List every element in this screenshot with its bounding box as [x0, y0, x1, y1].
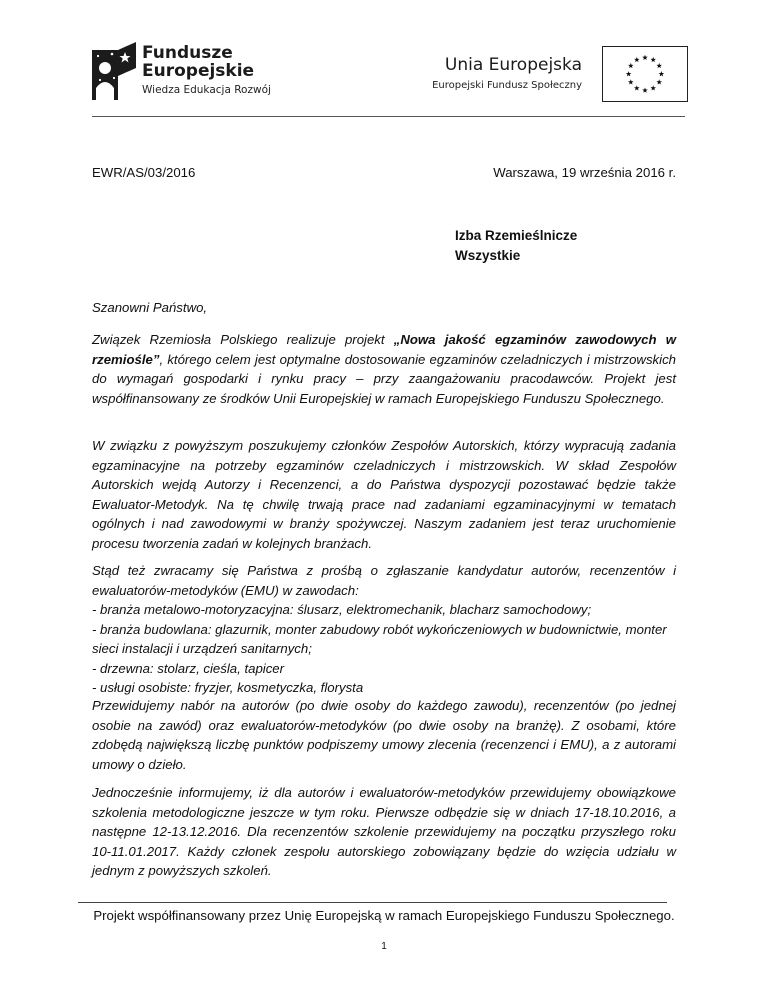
letter-date: Warszawa, 19 września 2016 r. [493, 165, 676, 180]
footer-divider [78, 902, 667, 903]
paragraph-project [92, 330, 676, 408]
header-divider [92, 116, 685, 117]
project-title: „Nowa jakość egzaminów zawodowych w rzemiośle” [92, 332, 676, 367]
fe-logo-line1: Fundusze [142, 43, 233, 63]
list-item: - branża metalowo-motoryzacyjna: ślusarz, elektromechanik, blacharz samochodowy; [92, 602, 592, 617]
fundusze-europejskie-logo [92, 42, 292, 102]
salutation: Szanowni Państwo, [92, 300, 208, 315]
fe-emblem-icon [92, 42, 136, 100]
list-item: - drzewna: stolarz, cieśla, tapicer [92, 660, 285, 676]
fe-logo-tagline: Wiedza Edukacja Rozwój [142, 84, 271, 96]
ue-logo-line1: Unia Europejska [444, 55, 582, 75]
paragraph-trainings: Jednocześnie informujemy, iż dla autorów i ewaluatorów-metodyków przewidujemy obowiązkowe szkolenia metodologiczne jeszcze w tym roku. Pierwsze odbędzie się w dniach 17-18.10.2016, a następne 12-13.12.2016. Dla recenzentów szkolenie przewidujemy na początku przyszłego roku 10-11.01.2017. Każdy członek zespołu autorskiego zobowiązany będzie do wzięcia udziału w jednym z powyższych szkoleń. [92, 785, 676, 878]
list-item: - branża budowlana: glazurnik, monter zabudowy robót wykończeniowych w budownictwie, monter sieci instalacji i urządzeń sanitarnych; [92, 621, 667, 656]
paragraph-teams: W związku z powyższym poszukujemy członków Zespołów Autorskich, którzy wypracują zadania egzaminacyjne na potrzeby egzaminów czeladniczych i mistrzowskich. W skład Zespołów Autorskich wejdą Autorzy i Recenzenci, a do Państwa dyspozycji pozostawać będzie także Ewaluator-Metodyk. Na tę chwilę trwają prace nad zadaniami egzaminacyjnymi w tematach ogólnych i nad zawodowymi w branży spożywczej. Naszym zadaniem jest teraz uruchomienie procesu tworzenia zadań w kolejnych branżach. [92, 438, 676, 551]
p1-text-before: Związek Rzemiosła Polskiego realizuje projekt [92, 332, 394, 347]
reference-number: EWR/AS/03/2016 [92, 165, 196, 180]
p1-text-after: , którego celem jest optymalne dostosowanie egzaminów czeladniczych i mistrzowskich do wymagań gospodarki i rynku pracy – przy zaangażowaniu pracodawców. Projekt jest współfinansowany ze środków Unii Europejskiej w ramach Europejskiego Funduszu Społecznego. [92, 351, 676, 406]
recipient-line1: Izba Rzemieślnicze [455, 228, 578, 243]
recipient-line2: Wszystkie [455, 247, 521, 263]
eu-flag-icon [602, 46, 688, 102]
paragraph-recruitment: Przewidujemy nabór na autorów (po dwie osoby do każdego zawodu), recenzentów (po jednej osobie na zawód) oraz ewaluatorów-metodyków (po dwie osoby na branżę). Z osobami, które zdobędą największą liczbę punktów podpiszemy umowy zlecenia (recenzenci i EMU), a z autorami umowy o dzieło. [92, 698, 676, 772]
page-number: 1 [381, 941, 387, 952]
fe-logo-line2: Europejskie [142, 61, 255, 81]
unia-europejska-logo [428, 46, 688, 102]
ue-logo-line2: Europejski Fundusz Społeczny [432, 80, 582, 91]
recipient [455, 226, 577, 265]
call-intro: Stąd też zwracamy się Państwa z prośbą o zgłaszanie kandydatur autorów, recenzentów i ewaluatorów-metodyków (EMU) w zawodach: [92, 563, 676, 598]
footer-text: Projekt współfinansowany przez Unię Europejską w ramach Europejskiego Funduszu Społecznego. [93, 908, 675, 923]
paragraph-call [92, 561, 676, 698]
list-item: - usługi osobiste: fryzjer, kosmetyczka, florysta [92, 680, 364, 695]
